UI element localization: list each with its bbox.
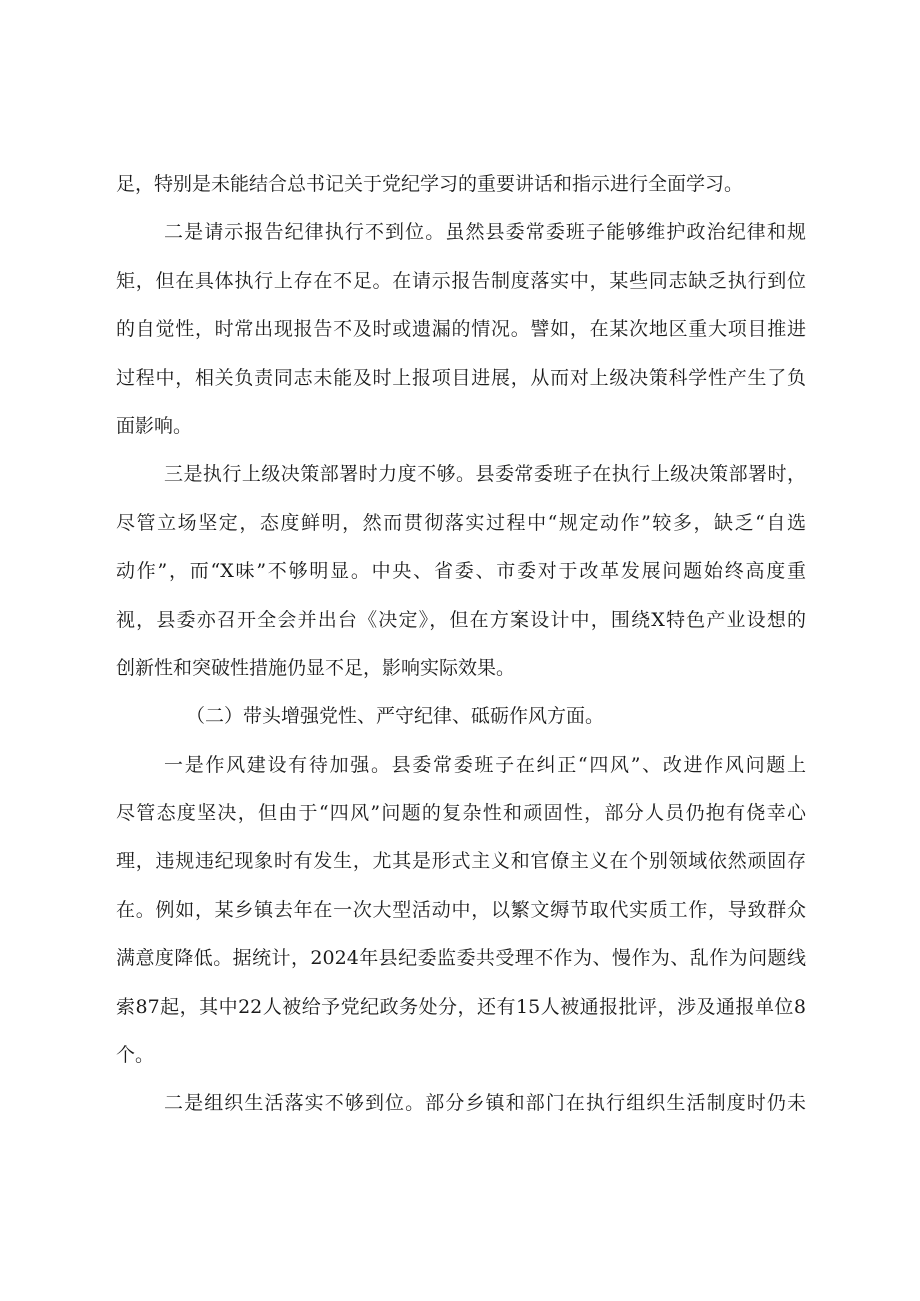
text-line: 动作”，而“X味”不够明显。中央、省委、市委对于改革发展问题始终高度重 [116, 560, 806, 583]
text-line: 二是组织生活落实不够到位。部分乡镇和部门在执行组织生活制度时仍未 [164, 1092, 806, 1115]
text-line: 一是作风建设有待加强。县委常委班子在纠正“四风”、改进作风问题上 [164, 753, 806, 776]
text-line: 尽管立场坚定，态度鲜明，然而贯彻落实过程中“规定动作”较多，缺乏“自选 [116, 511, 806, 534]
text-line: 创新性和突破性措施仍显不足，影响实际效果。 [116, 656, 516, 679]
text-line: 三是执行上级决策部署时力度不够。县委常委班子在执行上级决策部署时， [164, 463, 806, 486]
text-line: 在。例如，某乡镇去年在一次大型活动中，以繁文缛节取代实质工作，导致群众 [116, 898, 806, 921]
text-line: 个。 [116, 1044, 155, 1067]
text-line: 足，特别是未能结合总书记关于党纪学习的重要讲话和指示进行全面学习。 [116, 173, 744, 195]
text-line: 面影响。 [116, 414, 193, 437]
text-line: 视，县委亦召开全会并出台《决定》，但在方案设计中，围绕X特色产业设想的 [116, 608, 806, 631]
text-line: 二是请示报告纪律执行不到位。虽然县委常委班子能够维护政治纪律和规 [164, 221, 806, 244]
document-body [116, 160, 806, 1128]
text-line: 矩，但在具体执行上存在不足。在请示报告制度落实中，某些同志缺乏执行到位 [116, 269, 806, 292]
text-line: 理，违规违纪现象时有发生，尤其是形式主义和官僚主义在个别领域依然顽固存 [116, 850, 806, 873]
text-line: 过程中，相关负责同志未能及时上报项目进展，从而对上级决策科学性产生了负 [116, 366, 806, 389]
text-line: 尽管态度坚决，但由于“四风”问题的复杂性和顽固性，部分人员仍抱有侥幸心 [116, 802, 806, 825]
text-line: 索87起，其中22人被给予党纪政务处分，还有15人被通报批评，涉及通报单位8 [116, 995, 806, 1018]
section-heading: （二）带头增强党性、严守纪律、砥砺作风方面。 [186, 705, 605, 728]
text-line: 的自觉性，时常出现报告不及时或遗漏的情况。譬如，在某次地区重大项目推进 [116, 318, 806, 341]
text-line: 满意度降低。据统计，2024年县纪委监委共受理不作为、慢作为、乱作为问题线 [116, 947, 806, 970]
